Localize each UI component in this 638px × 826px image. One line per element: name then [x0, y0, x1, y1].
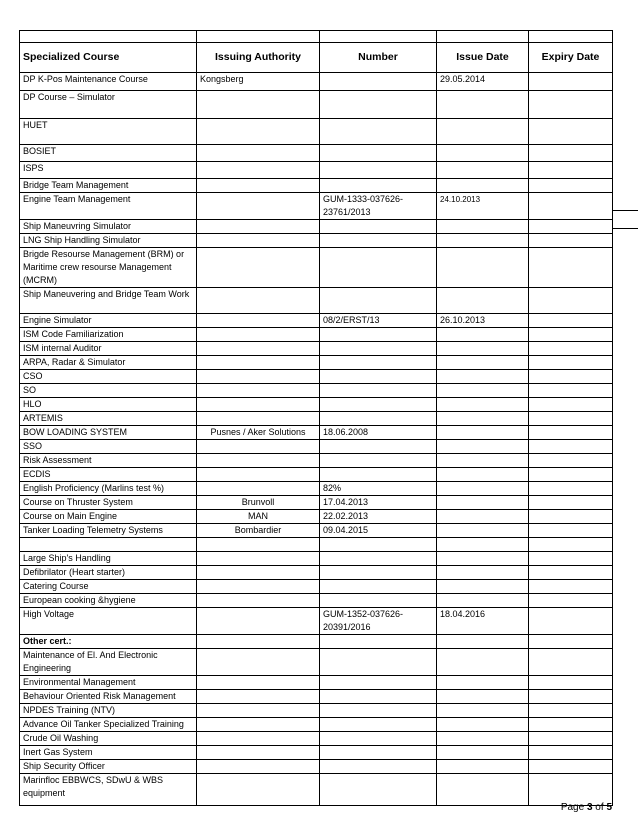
cell-number: [320, 690, 437, 704]
header-course: Specialized Course: [20, 43, 197, 73]
cell-course: Course on Main Engine: [20, 510, 197, 524]
table-row: [20, 220, 613, 234]
cell-issue-date: [437, 580, 529, 594]
cell-expiry-date: [529, 454, 613, 468]
cell-expiry-date: [529, 73, 613, 91]
cell-authority: [197, 732, 320, 746]
table-row: [20, 248, 613, 288]
cell-issue-date: 24.10.2013: [437, 193, 529, 220]
cell-issue-date: [437, 328, 529, 342]
cell-expiry-date: [529, 119, 613, 145]
table-row: [20, 370, 613, 384]
table-row: [20, 718, 613, 732]
cell-expiry-date: [529, 162, 613, 179]
table-row: [20, 594, 613, 608]
cell-course: HLO: [20, 398, 197, 412]
table-row: [20, 732, 613, 746]
cell-expiry-date: [529, 412, 613, 426]
cell-expiry-date: [529, 288, 613, 314]
cell-course: Course on Thruster System: [20, 496, 197, 510]
cell-authority: [197, 482, 320, 496]
cell-issue-date: [437, 746, 529, 760]
cell-issue-date: [437, 440, 529, 454]
cell-authority: [197, 676, 320, 690]
cell-expiry-date: [529, 510, 613, 524]
cell-authority: [197, 220, 320, 234]
cell-expiry-date: [529, 649, 613, 676]
cell-expiry-date: [529, 594, 613, 608]
cell-number: [320, 162, 437, 179]
cell-course: Defibrilator (Heart starter): [20, 566, 197, 580]
cell-authority: [197, 580, 320, 594]
cell-course: Inert Gas System: [20, 746, 197, 760]
cell-expiry-date: [529, 566, 613, 580]
cell-course: Large Ship's Handling: [20, 552, 197, 566]
cell-authority: [197, 370, 320, 384]
cell-issue-date: [437, 704, 529, 718]
cell-authority: [197, 538, 320, 552]
cell-issue-date: [437, 412, 529, 426]
cell-expiry-date: [529, 482, 613, 496]
table-row: [20, 426, 613, 440]
cell-number: [320, 594, 437, 608]
cell-course: CSO: [20, 370, 197, 384]
cell-authority: [197, 635, 320, 649]
cell-expiry-date: [529, 676, 613, 690]
cell-number: [320, 384, 437, 398]
cell-issue-date: [437, 91, 529, 119]
header-expiry-date: Expiry Date: [529, 43, 613, 73]
table-row: [20, 552, 613, 566]
cell-course: Ship Maneuvering and Bridge Team Work: [20, 288, 197, 314]
table-extension-line: [612, 228, 638, 229]
cell-issue-date: [437, 248, 529, 288]
cell-expiry-date: [529, 370, 613, 384]
cell-course: NPDES Training (NTV): [20, 704, 197, 718]
cell-issue-date: [437, 676, 529, 690]
cell-number: [320, 220, 437, 234]
table-row: [20, 580, 613, 594]
cell-number: 17.04.2013: [320, 496, 437, 510]
table-row: [20, 234, 613, 248]
table-row: [20, 342, 613, 356]
cell-authority: [197, 145, 320, 162]
cell-expiry-date: [529, 398, 613, 412]
header-row: [20, 43, 613, 73]
cell-number: [320, 248, 437, 288]
cell-authority: Bombardier: [197, 524, 320, 538]
cell-expiry-date: [529, 193, 613, 220]
cell-expiry-date: [529, 234, 613, 248]
cell-issue-date: [437, 649, 529, 676]
cell-authority: [197, 552, 320, 566]
cell-number: 82%: [320, 482, 437, 496]
cell-issue-date: [437, 732, 529, 746]
cell-course: English Proficiency (Marlins test %): [20, 482, 197, 496]
cell-expiry-date: [529, 248, 613, 288]
cell-expiry-date: [529, 774, 613, 806]
cell-authority: Kongsberg: [197, 73, 320, 91]
cell-issue-date: [437, 718, 529, 732]
cell-number: [320, 288, 437, 314]
page-footer: [561, 802, 612, 813]
cell-authority: [197, 179, 320, 193]
cell-course: SSO: [20, 440, 197, 454]
cell-issue-date: [437, 482, 529, 496]
cell-expiry-date: [529, 356, 613, 370]
cell-expiry-date: [529, 718, 613, 732]
table-row: [20, 454, 613, 468]
cell-number: [320, 635, 437, 649]
cell-number: 09.04.2015: [320, 524, 437, 538]
cell-course: European cooking &hygiene: [20, 594, 197, 608]
table-row: [20, 73, 613, 91]
cell-course: Catering Course: [20, 580, 197, 594]
cell-course: Tanker Loading Telemetry Systems: [20, 524, 197, 538]
table-row: [20, 510, 613, 524]
cell-expiry-date: [529, 635, 613, 649]
cell-authority: [197, 162, 320, 179]
cell-number: [320, 119, 437, 145]
table-row: [20, 162, 613, 179]
cell-number: [320, 145, 437, 162]
cell-course: ARPA, Radar & Simulator: [20, 356, 197, 370]
cell-issue-date: [437, 179, 529, 193]
cell-number: [320, 179, 437, 193]
cell-number: [320, 328, 437, 342]
cell-issue-date: [437, 552, 529, 566]
cell-expiry-date: [529, 608, 613, 635]
cell-course: HUET: [20, 119, 197, 145]
cell-issue-date: [437, 162, 529, 179]
cell-course: Engine Team Management: [20, 193, 197, 220]
cell-course: Bridge Team Management: [20, 179, 197, 193]
cell-number: [320, 580, 437, 594]
cell-number: [320, 468, 437, 482]
cell-authority: [197, 314, 320, 328]
table-row: [20, 566, 613, 580]
cell-course: Crude Oil Washing: [20, 732, 197, 746]
table-row: [20, 649, 613, 676]
table-row: [20, 676, 613, 690]
cell-issue-date: 18.04.2016: [437, 608, 529, 635]
cell-number: 08/2/ERST/13: [320, 314, 437, 328]
table-row: [20, 384, 613, 398]
cell-course: Marinfloc EBBWCS, SDwU & WBS equipment: [20, 774, 197, 806]
table-row: [20, 398, 613, 412]
cell-authority: [197, 746, 320, 760]
cell-authority: [197, 193, 320, 220]
table-row: [20, 496, 613, 510]
cell-authority: Brunvoll: [197, 496, 320, 510]
cell-issue-date: [437, 342, 529, 356]
cell-course: Brigde Resourse Management (BRM) or Maritime crew resourse Management (MCRM): [20, 248, 197, 288]
cell-issue-date: 29.05.2014: [437, 73, 529, 91]
page-total: 5: [606, 802, 612, 813]
table-row: [20, 193, 613, 220]
cell-expiry-date: [529, 314, 613, 328]
table-row: [20, 704, 613, 718]
cell-authority: [197, 718, 320, 732]
table-row: [20, 91, 613, 119]
cell-course: Engine Simulator: [20, 314, 197, 328]
cell-course: Ship Security Officer: [20, 760, 197, 774]
cell-issue-date: [437, 538, 529, 552]
cell-expiry-date: [529, 145, 613, 162]
cell-issue-date: [437, 119, 529, 145]
cell-authority: [197, 454, 320, 468]
table-row: [20, 145, 613, 162]
cell-issue-date: [437, 426, 529, 440]
table-row: [20, 119, 613, 145]
cell-expiry-date: [529, 342, 613, 356]
header-spacer-row: [20, 31, 613, 43]
cell-course: High Voltage: [20, 608, 197, 635]
cell-expiry-date: [529, 440, 613, 454]
cell-expiry-date: [529, 580, 613, 594]
cell-issue-date: [437, 384, 529, 398]
table-row: [20, 760, 613, 774]
cell-course: ISM Code Familiarization: [20, 328, 197, 342]
cell-course: ARTEMIS: [20, 412, 197, 426]
cell-expiry-date: [529, 426, 613, 440]
cell-course: Maintenance of El. And Electronic Engineering: [20, 649, 197, 676]
header-authority: Issuing Authority: [197, 43, 320, 73]
cell-issue-date: [437, 760, 529, 774]
cell-issue-date: [437, 370, 529, 384]
cell-number: [320, 649, 437, 676]
cell-number: [320, 732, 437, 746]
cell-issue-date: [437, 510, 529, 524]
header-issue-date: Issue Date: [437, 43, 529, 73]
cell-course: BOW LOADING SYSTEM: [20, 426, 197, 440]
table-row: [20, 746, 613, 760]
page-prefix: Page: [560, 802, 587, 813]
cell-number: [320, 454, 437, 468]
cell-expiry-date: [529, 552, 613, 566]
cell-issue-date: [437, 454, 529, 468]
cell-expiry-date: [529, 760, 613, 774]
cell-number: 18.06.2008: [320, 426, 437, 440]
cell-authority: [197, 288, 320, 314]
cell-number: GUM-1352-037626-20391/2016: [320, 608, 437, 635]
cell-expiry-date: [529, 732, 613, 746]
cell-number: GUM-1333-037626-23761/2013: [320, 193, 437, 220]
cell-issue-date: [437, 356, 529, 370]
table-row: [20, 635, 613, 649]
cell-issue-date: [437, 635, 529, 649]
cell-authority: [197, 342, 320, 356]
cell-course: BOSIET: [20, 145, 197, 162]
cell-issue-date: [437, 398, 529, 412]
cell-authority: [197, 704, 320, 718]
cell-number: [320, 440, 437, 454]
cell-course: LNG Ship Handling Simulator: [20, 234, 197, 248]
cell-authority: [197, 690, 320, 704]
cell-authority: [197, 412, 320, 426]
cell-number: [320, 760, 437, 774]
cell-course: DP Course – Simulator: [20, 91, 197, 119]
cell-issue-date: [437, 496, 529, 510]
table-row: [20, 314, 613, 328]
cell-number: [320, 746, 437, 760]
cell-authority: MAN: [197, 510, 320, 524]
table-row: [20, 690, 613, 704]
table-row: [20, 356, 613, 370]
cell-course: Environmental Management: [20, 676, 197, 690]
cell-number: [320, 552, 437, 566]
cell-expiry-date: [529, 704, 613, 718]
cell-number: [320, 704, 437, 718]
cell-issue-date: [437, 566, 529, 580]
cell-course: ISPS: [20, 162, 197, 179]
cell-course: Advance Oil Tanker Specialized Training: [20, 718, 197, 732]
cell-expiry-date: [529, 91, 613, 119]
cell-expiry-date: [529, 220, 613, 234]
table-row: [20, 774, 613, 806]
cell-authority: [197, 566, 320, 580]
cell-issue-date: [437, 690, 529, 704]
cell-number: [320, 676, 437, 690]
cell-issue-date: [437, 594, 529, 608]
table-row: [20, 468, 613, 482]
cell-course: Ship Maneuvring Simulator: [20, 220, 197, 234]
cell-authority: [197, 440, 320, 454]
cell-authority: [197, 328, 320, 342]
table-row: [20, 288, 613, 314]
table-row: [20, 538, 613, 552]
cell-number: [320, 91, 437, 119]
table-extension-line: [612, 210, 638, 211]
cell-number: [320, 356, 437, 370]
cell-expiry-date: [529, 690, 613, 704]
cell-authority: Pusnes / Aker Solutions: [197, 426, 320, 440]
cell-number: [320, 73, 437, 91]
cell-authority: [197, 91, 320, 119]
table-row: [20, 608, 613, 635]
cell-expiry-date: [529, 179, 613, 193]
cell-course: [20, 538, 197, 552]
certificates-table: [19, 30, 613, 806]
cell-course: ISM internal Auditor: [20, 342, 197, 356]
cell-number: [320, 342, 437, 356]
cell-expiry-date: [529, 496, 613, 510]
cell-number: [320, 398, 437, 412]
table-row: [20, 524, 613, 538]
cell-issue-date: 26.10.2013: [437, 314, 529, 328]
cell-authority: [197, 594, 320, 608]
cell-issue-date: [437, 145, 529, 162]
cell-expiry-date: [529, 468, 613, 482]
cell-issue-date: [437, 220, 529, 234]
cell-number: [320, 774, 437, 806]
cell-issue-date: [437, 524, 529, 538]
cell-expiry-date: [529, 384, 613, 398]
cell-expiry-date: [529, 746, 613, 760]
cell-issue-date: [437, 468, 529, 482]
cell-authority: [197, 119, 320, 145]
table-row: [20, 412, 613, 426]
table-row: [20, 328, 613, 342]
cell-authority: [197, 774, 320, 806]
cell-number: [320, 566, 437, 580]
header-number: Number: [320, 43, 437, 73]
cell-issue-date: [437, 774, 529, 806]
cell-authority: [197, 398, 320, 412]
cell-number: [320, 718, 437, 732]
cell-authority: [197, 649, 320, 676]
cell-number: [320, 234, 437, 248]
cell-issue-date: [437, 288, 529, 314]
cell-expiry-date: [529, 524, 613, 538]
cell-number: [320, 538, 437, 552]
cell-number: [320, 412, 437, 426]
table-row: [20, 179, 613, 193]
cell-authority: [197, 468, 320, 482]
cell-authority: [197, 248, 320, 288]
cell-course: Behaviour Oriented Risk Management: [20, 690, 197, 704]
page-number: 3: [586, 802, 593, 813]
cell-course: Risk Assessment: [20, 454, 197, 468]
cell-authority: [197, 234, 320, 248]
cell-issue-date: [437, 234, 529, 248]
cell-course: DP K-Pos Maintenance Course: [20, 73, 197, 91]
table-row: [20, 482, 613, 496]
cell-course: ECDIS: [20, 468, 197, 482]
cell-authority: [197, 356, 320, 370]
cell-authority: [197, 760, 320, 774]
cell-expiry-date: [529, 538, 613, 552]
cell-expiry-date: [529, 328, 613, 342]
page-of: of: [592, 802, 607, 813]
cell-number: [320, 370, 437, 384]
cell-number: 22.02.2013: [320, 510, 437, 524]
cell-course: Other cert.:: [20, 635, 197, 649]
cell-authority: [197, 384, 320, 398]
cell-authority: [197, 608, 320, 635]
cell-course: SO: [20, 384, 197, 398]
table-row: [20, 440, 613, 454]
